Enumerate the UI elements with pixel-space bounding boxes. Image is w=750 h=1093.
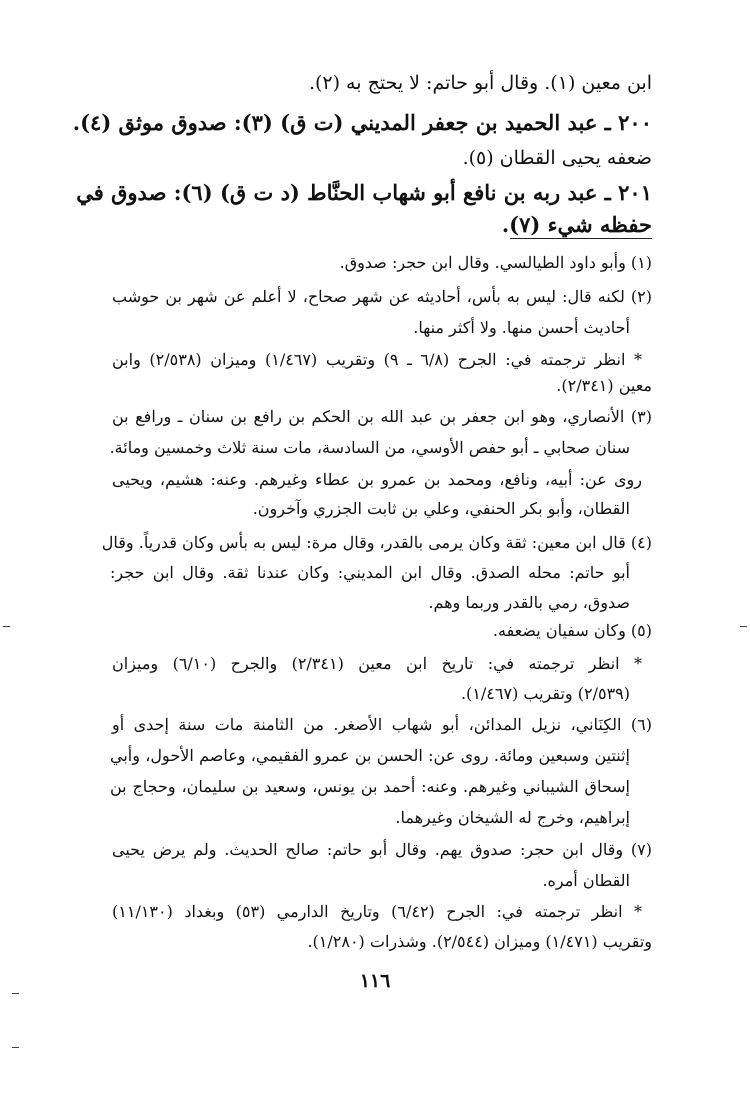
main-line-1: ابن معين (١). وقال أبو حاتم: لا يحتج به (٢). — [308, 72, 652, 94]
footnote-5-ref-line-1: * انظر ترجمته في: تاريخ ابن معين (٢/٣٤١) والجرح (٦/١٠) وميزان — [112, 654, 642, 673]
footnote-6-line-2: إثنتين وسبعين ومائة. روى عن: الحسن بن عمرو الفقيمي، وعاصم الأحول، وأبي — [110, 746, 630, 765]
entry-201-heading: ٢٠١ ـ عبد ربه بن نافع أبو شهاب الحنَّاط (د ت ق) (٦): صدوق في — [76, 180, 652, 205]
footnote-2-ref-line-2: معين (٢/٣٤١). — [556, 376, 652, 395]
footnote-1: (١) وأبو داود الطيالسي. وقال ابن حجر: صدوق. — [339, 253, 652, 272]
scan-mark — [12, 993, 19, 994]
page-number: ١١٦ — [359, 970, 391, 992]
footnote-3-line-2: سنان صحابي ـ أبو حفص الأوسي، من السادسة، مات سنة ثلاث وخمسين ومائة. — [109, 438, 630, 457]
footnote-3-line-4: القطان، وأبو بكر الحنفي، وعلي بن ثابت الجزري وآخرون. — [252, 499, 630, 518]
footnote-2-ref-line-1: * انظر ترجمته في: الجرح (٦/٨ ـ ٩) وتقريب (١/٤٦٧) وميزان (٢/٥٣٨) وابن — [112, 350, 643, 369]
footnote-7-ref-line-1: * انظر ترجمته في: الجرح (٦/٤٢) وتاريخ الدارمي (٥٣) وبغداد (١١/١٣٠) — [112, 902, 642, 921]
scan-mark — [3, 626, 10, 627]
footnote-7-ref-line-2: وتقريب (١/٤٧١) وميزان (٢/٥٤٤). وشذرات (١/٢٨٠). — [307, 932, 652, 951]
footnote-separator — [510, 238, 652, 239]
main-line-5: حفظه شيء (٧). — [501, 212, 652, 237]
scan-mark — [12, 1047, 19, 1048]
footnote-4-line-1: (٤) قال ابن معين: ثقة وكان يرمى بالقدر، وقال مرة: ليس به بأس وكان قدرياً. وقال — [101, 533, 652, 552]
scan-mark — [740, 626, 747, 627]
footnote-6-line-3: إسحاق الشيباني وغيرهم. وعنه: أحمد بن يونس، وسعيد بن سليمان، وحجاج بن — [110, 777, 630, 796]
footnote-4-line-2: أبو حاتم: محله الصدق. وقال ابن المديني: وكان عندنا ثقة. وقال ابن حجر: — [110, 563, 630, 582]
footnote-5-ref-line-2: (٢/٥٣٩) وتقريب (١/٤٦٧). — [460, 684, 630, 703]
entry-200-heading: ٢٠٠ ـ عبد الحميد بن جعفر المديني (ت ق) (٣): صدوق موثق (٤). — [72, 110, 652, 135]
footnote-2-line-2: أحاديث أحسن منها. ولا أكثر منها. — [413, 318, 630, 337]
footnote-4-line-3: صدوق، رمي بالقدر وربما وهم. — [428, 593, 630, 612]
footnote-3-line-1: (٣) الأنصاري، وهو ابن جعفر بن عبد الله بن الحكم بن رافع بن سنان ـ ورافع بن — [112, 407, 652, 426]
footnote-7-line-2: القطان أمره. — [542, 871, 630, 890]
footnote-7-line-1: (٧) وقال ابن حجر: صدوق يهم. وقال أبو حاتم: صالح الحديث. ولم يرض يحيى — [112, 840, 652, 859]
footnote-6-line-4: إبراهيم، وخرج له الشيخان وغيرهما. — [395, 808, 630, 827]
footnote-5: (٥) وكان سفيان يضعفه. — [492, 621, 652, 640]
footnote-2-line-1: (٢) لكنه قال: ليس به بأس، أحاديثه عن شهر صحاح، لا أعلم عن شهر بن حوشب — [112, 287, 652, 306]
footnote-3-line-3: روى عن: أبيه، ونافع، ومحمد بن عمرو بن عطاء وغيرهم. وعنه: هشيم، ويحيى — [112, 470, 642, 489]
footnote-6-line-1: (٦) الكِنَاني، نزيل المدائن، أبو شهاب الأصغر. من الثامنة مات سنة إحدى أو — [112, 715, 652, 734]
main-line-3: ضعفه يحيى القطان (٥). — [462, 147, 652, 169]
